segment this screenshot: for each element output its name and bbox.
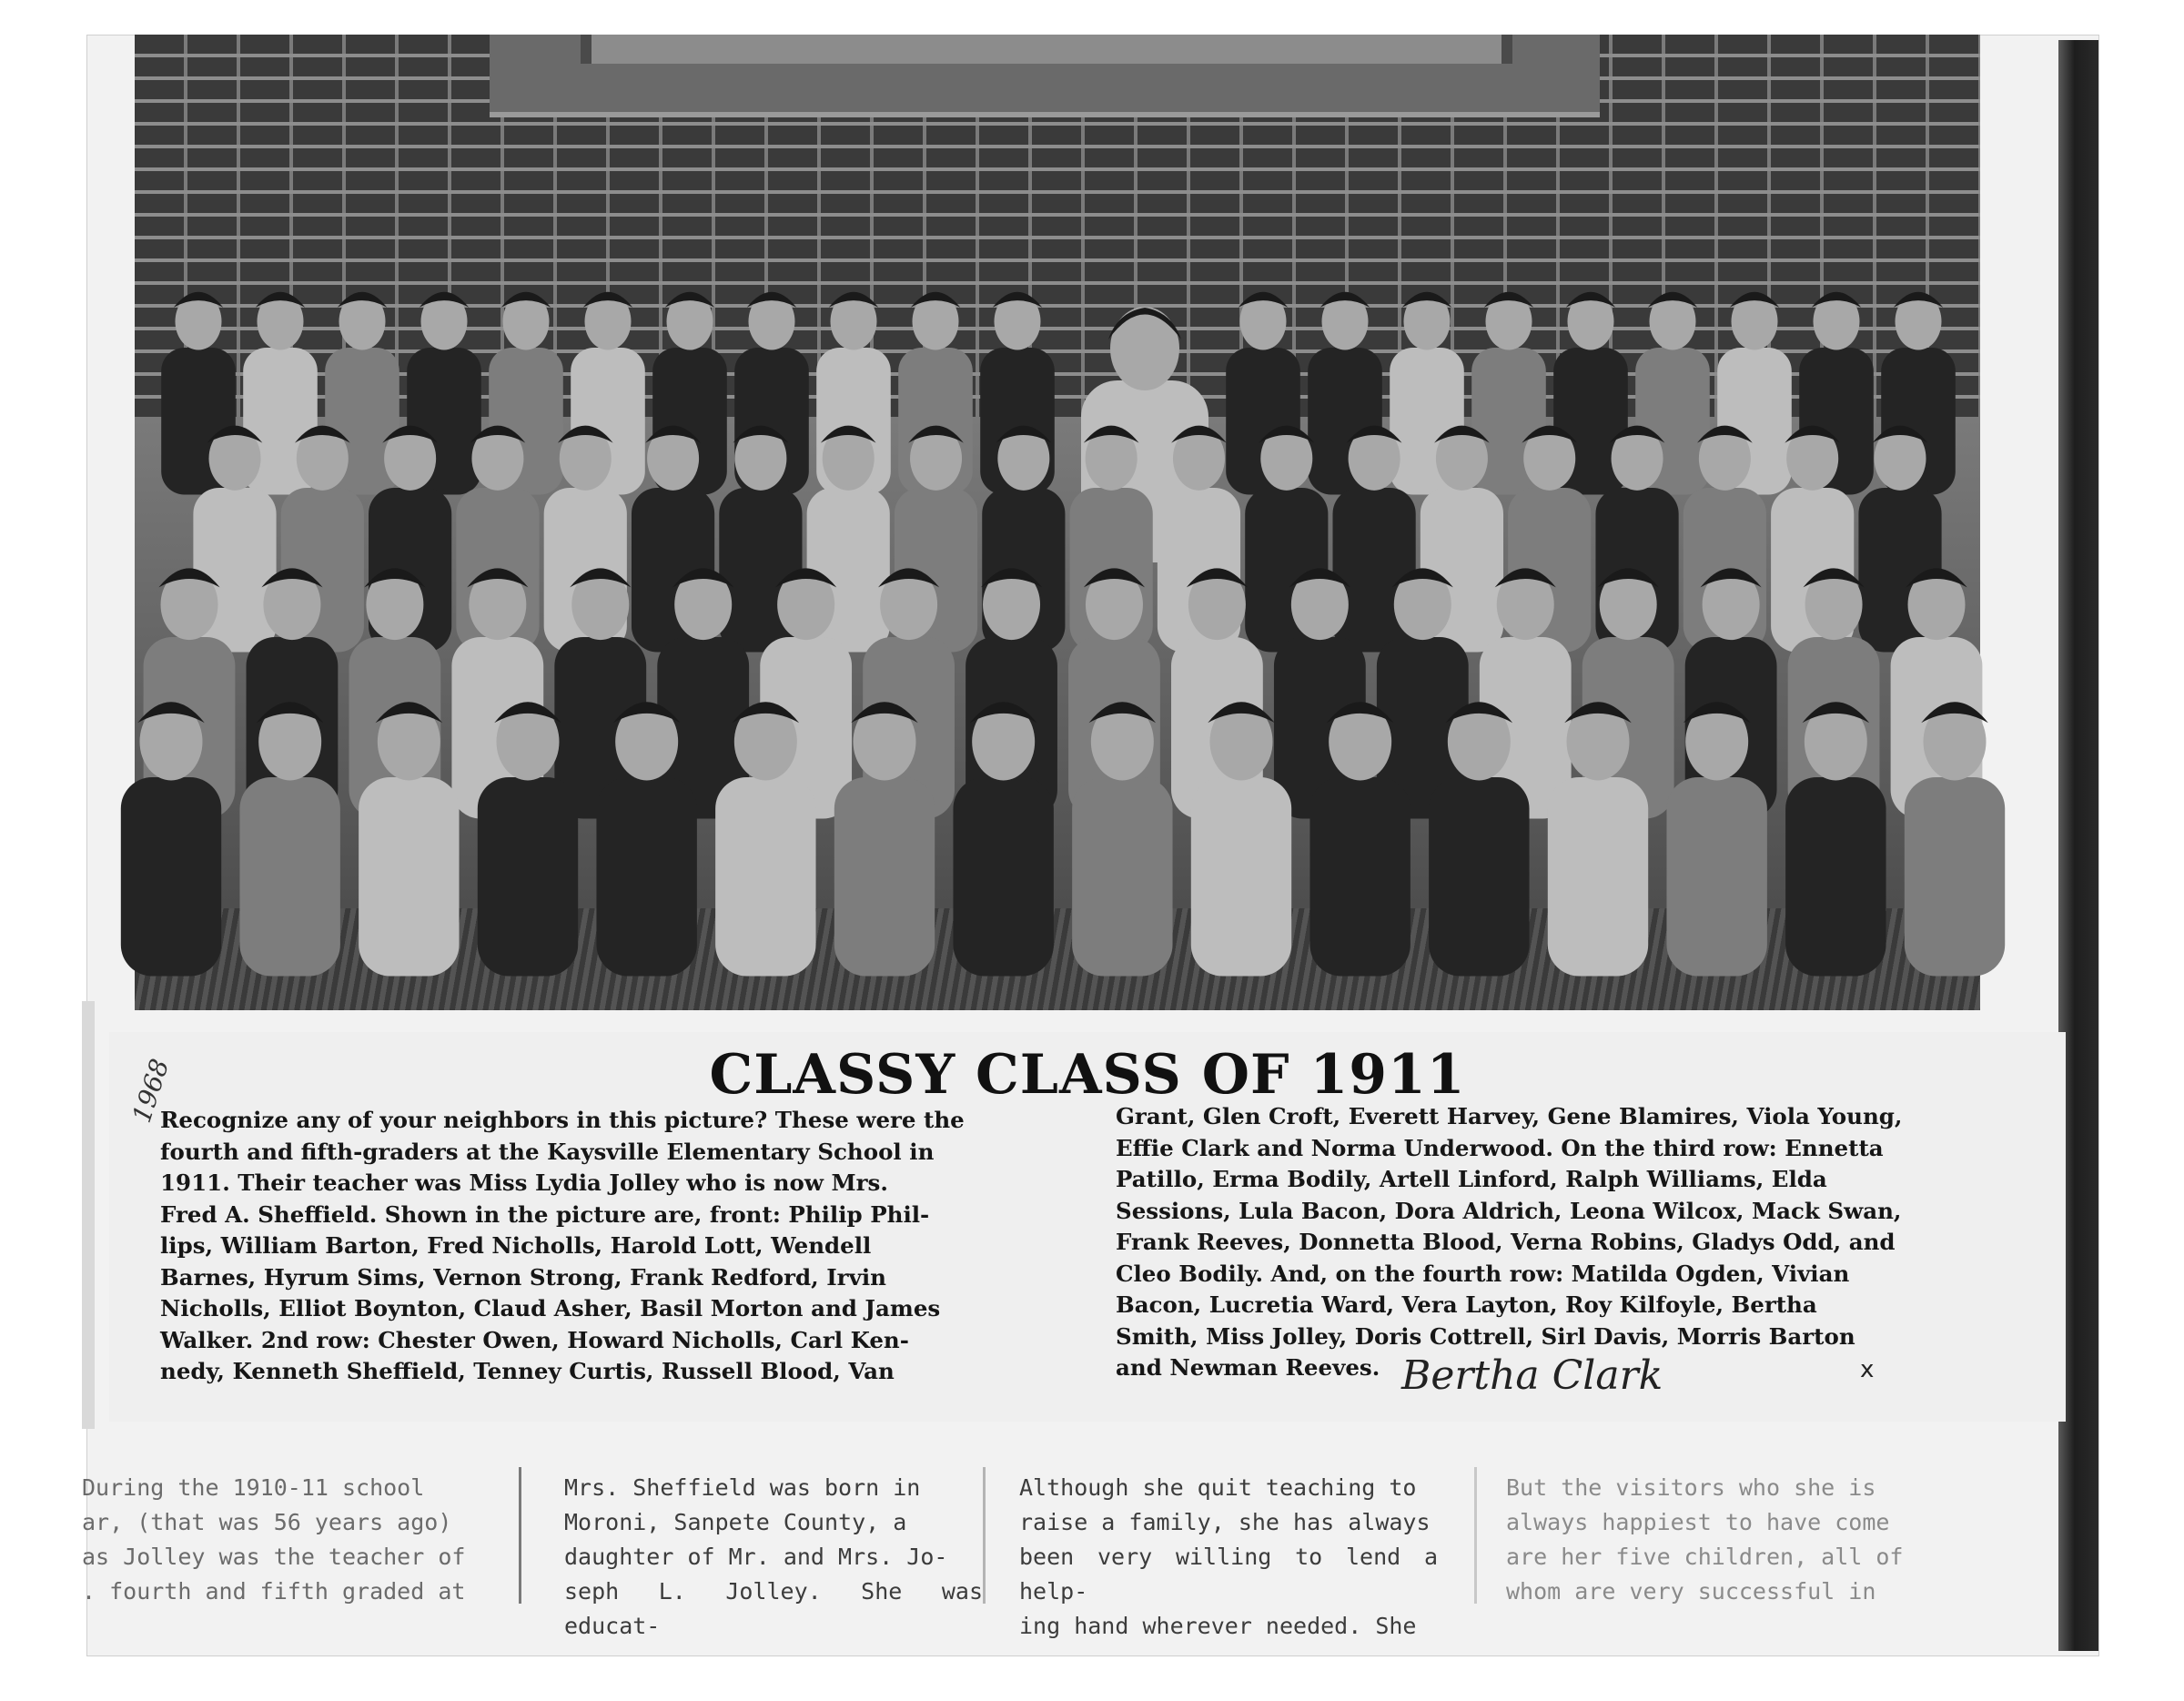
- group-of-students: [135, 35, 1980, 1010]
- article-continuation: [55, 1449, 2057, 1639]
- caption-line: Recognize any of your neighbors in this picture? These were the: [160, 1107, 965, 1133]
- caption-line: and Newman Reeves.: [1116, 1354, 1380, 1381]
- caption-line: Frank Reeves, Donnetta Blood, Verna Robins, Gladys Odd, and: [1116, 1229, 1896, 1255]
- caption-line: lips, William Barton, Fred Nicholls, Harold Lott, Wendell: [160, 1232, 872, 1259]
- caption-left-column: [160, 1105, 1061, 1388]
- caption-line: Sessions, Lula Bacon, Dora Aldrich, Leona Wilcox, Mack Swan,: [1116, 1197, 1902, 1224]
- article-column: Mrs. Sheffield was born in Moroni, Sanpete County, a daughter of Mr. and Mrs. Jo- seph L. Jolley. She was educat-: [564, 1474, 983, 1639]
- article-column: But the visitors who she is always happiest to have come are her five children, all of whom are very successful in: [1506, 1474, 1904, 1605]
- caption-line: Grant, Glen Croft, Everett Harvey, Gene Blamires, Viola Young,: [1116, 1103, 1903, 1129]
- margin-note: 1968: [126, 1055, 176, 1127]
- column-rule: [519, 1467, 521, 1604]
- handwritten-signature: Bertha Clark: [1401, 1352, 1663, 1399]
- caption-line: Bacon, Lucretia Ward, Vera Layton, Roy Kilfoyle, Bertha: [1116, 1291, 1817, 1318]
- caption-panel: [109, 1032, 2066, 1422]
- caption-line: Fred A. Sheffield. Shown in the picture are, front: Philip Phil-: [160, 1200, 930, 1228]
- caption-line: Nicholls, Elliot Boynton, Claud Asher, Basil Morton and James: [160, 1295, 941, 1321]
- signature-mark: x: [1860, 1356, 1875, 1383]
- caption-line: Effie Clark and Norma Underwood. On the third row: Ennetta: [1116, 1134, 1884, 1161]
- caption-line: Cleo Bodily. And, on the fourth row: Matilda Ogden, Vivian: [1116, 1260, 1850, 1287]
- caption-line: 1911. Their teacher was Miss Lydia Jolley who is now Mrs.: [160, 1169, 888, 1196]
- article-column: During the 1910-11 school ar, (that was 56 years ago) as Jolley was the teacher of . fourth and fifth graded at: [82, 1474, 466, 1605]
- caption-right-column: [1116, 1101, 2026, 1384]
- caption-line: Smith, Miss Jolley, Doris Cottrell, Sirl Davis, Morris Barton: [1116, 1322, 1855, 1350]
- article-column: Although she quit teaching to raise a family, she has always been very willing to lend a help- ing hand wherever needed. She: [1019, 1474, 1438, 1639]
- class-photograph: [135, 35, 1980, 1010]
- front-row-students: [121, 702, 2005, 976]
- caption-line: Barnes, Hyrum Sims, Vernon Strong, Frank Redford, Irvin: [160, 1263, 886, 1291]
- caption-line: Walker. 2nd row: Chester Owen, Howard Nicholls, Carl Ken-: [160, 1326, 909, 1353]
- caption-line: nedy, Kenneth Sheffield, Tenney Curtis, Russell Blood, Van: [160, 1358, 895, 1384]
- column-rule: [1474, 1467, 1477, 1604]
- column-rule: [983, 1467, 986, 1604]
- clipping-edge: [82, 1001, 95, 1429]
- caption-line: Patillo, Erma Bodily, Artell Linford, Ralph Williams, Elda: [1116, 1166, 1827, 1192]
- headline: CLASSY CLASS OF 1911: [709, 1043, 1466, 1107]
- caption-line: fourth and fifth-graders at the Kaysville Elementary School in: [160, 1138, 935, 1165]
